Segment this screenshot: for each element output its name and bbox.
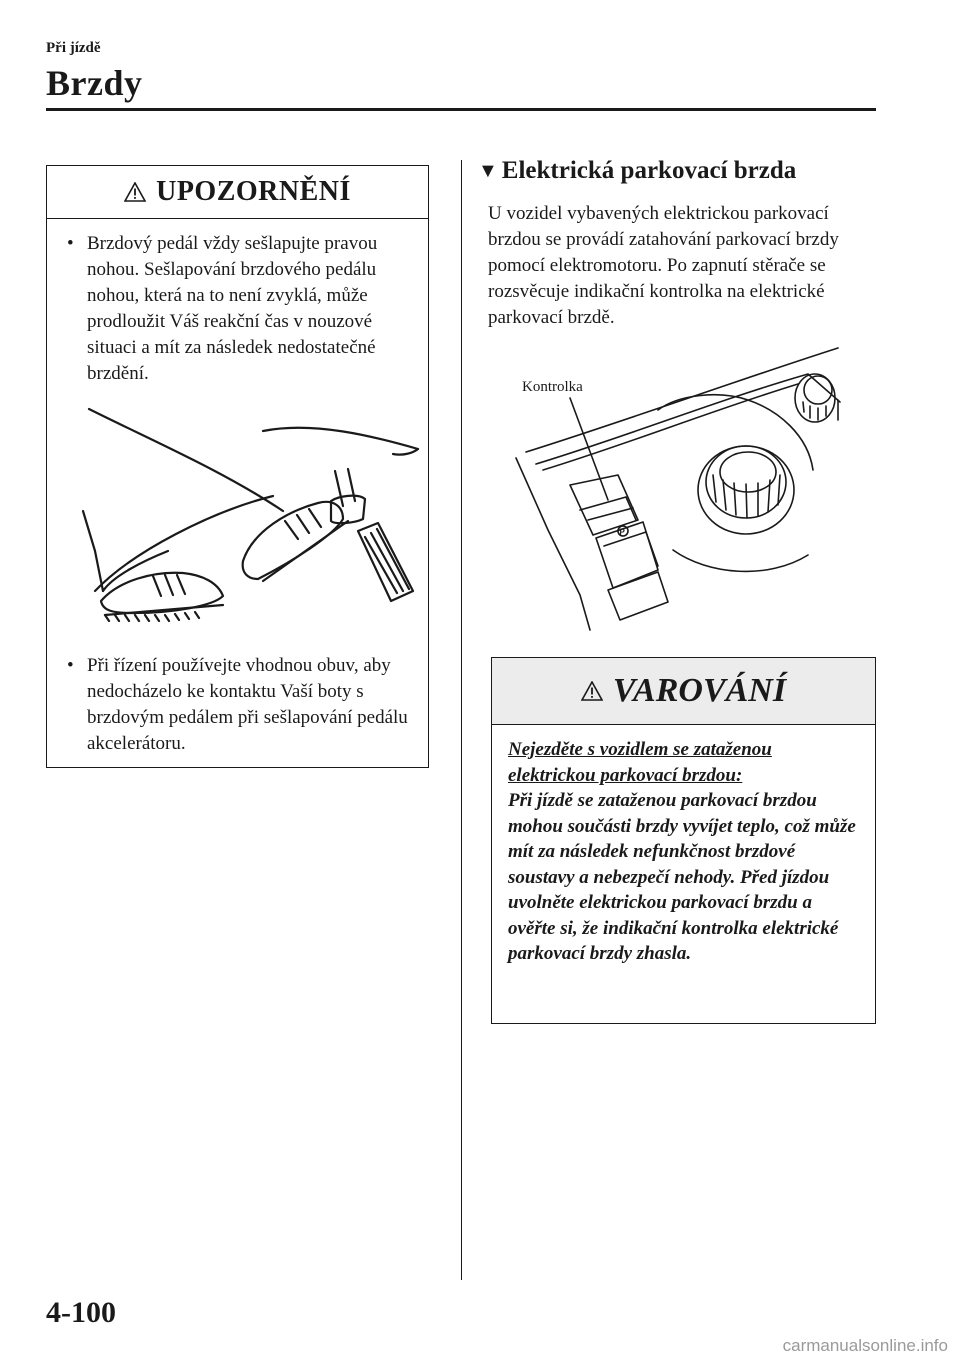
console-callout-label: Kontrolka bbox=[522, 379, 583, 395]
triangle-marker-icon: ▼ bbox=[478, 159, 498, 182]
warning-text: Při jízdě se zataženou parkovací brzdou mohou součásti brzdy vyvíjet teplo, což může mít za následek nefunkčnost brzdové soustavy a nebezpečí nehody. Před jízdou uvolněte elektrickou parkovací brzdu a ověřte si, že indikační kontrolka elektrické parkovací brzdy zhasla. bbox=[508, 790, 856, 964]
page-title: Brzdy bbox=[46, 63, 143, 103]
column-divider bbox=[461, 160, 462, 1280]
warning-heading: VAROVÁNÍ bbox=[612, 672, 787, 709]
parking-brake-symbol: P bbox=[619, 527, 625, 537]
caution-bullet-2-text: Při řízení používejte vhodnou obuv, aby nedocházelo ke kontaktu Vaší boty s brzdovým pedálem při sešlapování pedálu akcelerátoru. bbox=[87, 655, 408, 754]
warning-lead-text: Nejezděte s vozidlem se zataženou elektrickou parkovací brzdou: bbox=[508, 739, 772, 786]
warning-header bbox=[492, 658, 875, 725]
warning-triangle-icon bbox=[124, 182, 146, 202]
page-number: 4-100 bbox=[46, 1296, 116, 1329]
section-heading-text: Elektrická parkovací brzda bbox=[501, 157, 797, 184]
bullet-dot: • bbox=[67, 233, 74, 254]
caution-header bbox=[47, 166, 428, 219]
watermark: carmanualsonline.info bbox=[782, 1336, 948, 1355]
section-heading bbox=[478, 157, 796, 185]
header-rule bbox=[46, 108, 876, 111]
section-paragraph: U vozidel vybavených elektrickou parkovací brzdou se provádí zatahování parkovací brzdy pomocí elektromotoru. Po zapnutí stěrače se rozsvěcuje indikační kontrolka na elektrické parkovací brzdě. bbox=[488, 203, 839, 328]
pedal-illustration bbox=[73, 401, 423, 641]
warning-box bbox=[491, 657, 876, 1024]
bullet-dot: • bbox=[67, 655, 74, 676]
warning-triangle-icon bbox=[581, 681, 603, 701]
caution-box bbox=[46, 165, 429, 768]
caution-bullet-2 bbox=[67, 653, 412, 757]
caution-heading: UPOZORNĚNÍ bbox=[156, 176, 351, 207]
caution-bullet-1 bbox=[67, 231, 412, 387]
section-label: Při jízdě bbox=[46, 40, 101, 56]
console-illustration bbox=[508, 340, 848, 635]
caution-bullet-1-text: Brzdový pedál vždy sešlapujte pravou nohou. Sešlapování brzdového pedálu nohou, která na to není zvyklá, může prodloužit Váš reakční čas v nouzové situaci a mít za následek nedostatečné brzdění. bbox=[87, 233, 378, 384]
